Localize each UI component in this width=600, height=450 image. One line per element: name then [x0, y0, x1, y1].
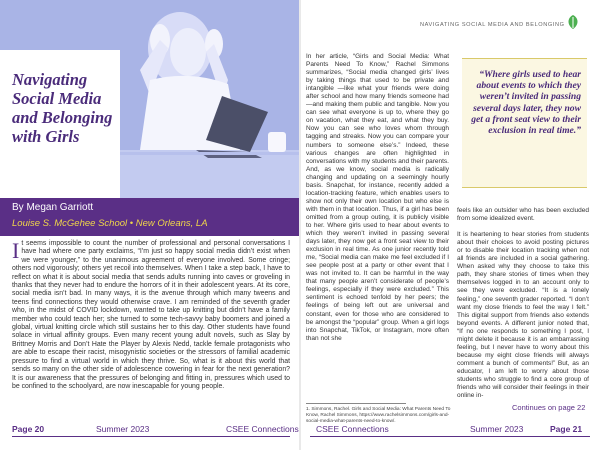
footer-right-publication: CSEE Connections [316, 424, 389, 434]
body-text-right-column-1: In her article, “Girls and Social Media: What Parents Need To Know,” Rachel Simmons summarizes, “Social media changed girls’ lives by taking things that used to be private and intangible —like what your friends were doing after school and how many friends someone had—and making them public and tangible. Now you can see what everyone is up to, where they go on vacation, what they eat, and what they buy. Now you can see who loves whom through tagging and streaks. Now you can compare your numbers to someone else’s.” Indeed, these various changes are often highlighted in conversations with my students and their parents. And, as we know, social media is radically changing and updating on a seemingly hourly basis. Snapchat, for instance, recently added a location-tracking feature, which enables users to show not only their own location but who else is with them in that location. Thus, if a girl has been omitted from a group outing, it is publicly visible to her. Where girls used to hear about events to which they weren’t invited in passing several days later, they now get a front seat view to their exclusion in real time. As one junior recently told me, “Social media can make me feel excluded if I see people post at a party or other event that I was not invited to. It can be harmful in the way that many people aren’t considerate of people’s feelings, especially if they were excluded.” This sentiment is echoed tenfold by her peers; the feelings of being left out are universal and constant, even for those who are considered to be amongst the “popular” group. When a girl logs into Snapchat, TikTok, or Instagram, more often than not she [306, 53, 449, 342]
footer-left-rule [12, 436, 290, 437]
footer-left-date: Summer 2023 [96, 424, 150, 434]
author-affiliation: Louise S. McGehee School • New Orleans, LA [12, 218, 208, 229]
footer-right-rule [310, 436, 590, 437]
pull-quote-box [462, 58, 587, 188]
continues-link[interactable]: Continues on page 22 [512, 403, 586, 412]
leaf-logo-icon [566, 14, 580, 30]
footer-right-date: Summer 2023 [470, 424, 524, 434]
byline-band [0, 198, 300, 236]
pull-quote: “Where girls used to hear about events to which they weren’t invited in passing several days later, they now get a front seat view to their exclusion in real time.” [471, 69, 581, 137]
body-text-left [12, 240, 290, 391]
footnote-rule [306, 403, 406, 404]
footer-right-page-number: Page 21 [550, 424, 583, 434]
footer-left-page-number: Page 20 [12, 424, 45, 434]
footnote: 1. Simmons, Rachel. Girls and Social Media: What Parents Need To Know, Rachel Simmons, https://www.rachelsimmons.com/girls-and-social-media-what-parents-need-to-know/. [306, 407, 451, 424]
page-gutter [299, 0, 301, 450]
article-title: Navigating Social Media and Belonging with Girls [12, 70, 113, 146]
drop-cap: I [12, 238, 20, 263]
running-head: NAVIGATING SOCIAL MEDIA AND BELONGING [420, 22, 565, 28]
body-text-right-column-2: feels like an outsider who has been excluded from some idealized event. It is heartening to hear stories from students about their choices to avoid posting pictures or to disable their location tracking when not all friends are included in a social gathering. When asked why they choose to take this path, they share stories of times when they themselves logged in to an account only to see they were excluded. “It is a lonely feeling,” one seventh grader reported. “I don’t want my close friends to feel the way I felt.” This digital support from friends also extends beyond events. A different junior noted that, “If no one responds to something I post, I might delete it because it is an embarrassing feeling, but I never have to worry about this because my eight close friends will always comment a bunch of comments!” But, as an educator, I am left to worry about those students who struggle to find a core group of friends who will consider their feelings in their online in- [457, 207, 589, 400]
footer-left-publication: CSEE Connections [226, 424, 299, 434]
author-name: By Megan Garriott [12, 202, 94, 213]
body-left-text: t seems impossible to count the number of professional and personal conversations I have had where one party exclaims, “I’m just so happy social media didn’t exist when we were younger,” to the unanimous agreement of everyone involved. Some cringe; others nod vigorously; others yet recoil into themselves. When I take a step back, I have to reflect on what it is about social media that sends adults running into caves or groveling in thanks that they never had to endure the horrors of it in their adolescent years. At its core, social media isn’t bad. In many ways, it is the avenue through which many tweens and teens find connections they would otherwise crave. I am reminded of the seventh grader who, in the midst of COVID lockdown, wanted to take up knitting but didn’t have a family member who could teach her; she turned to some tech-savvy baby boomers and joined a global, virtual knitting circle which still sustains her to this day. Other students have found solace in virtual affinity groups. Even many recent young adult novels, such as Slay by Brittney Morris and Don’t Hate the Player by Alexis Nedd, tackle female protagonists who are able to escape their racist, misogynistic societies or the stressors of familial academic pressure to find a virtual world in which they thrive. So, what is it about this world that sends so many on the other side of adolescence cowering in fear for the next generation? It is our awareness that the pressures of belonging and fitting in, pressures which used to be confined to the schoolyard, are now inescapable for young people. [12, 240, 290, 390]
